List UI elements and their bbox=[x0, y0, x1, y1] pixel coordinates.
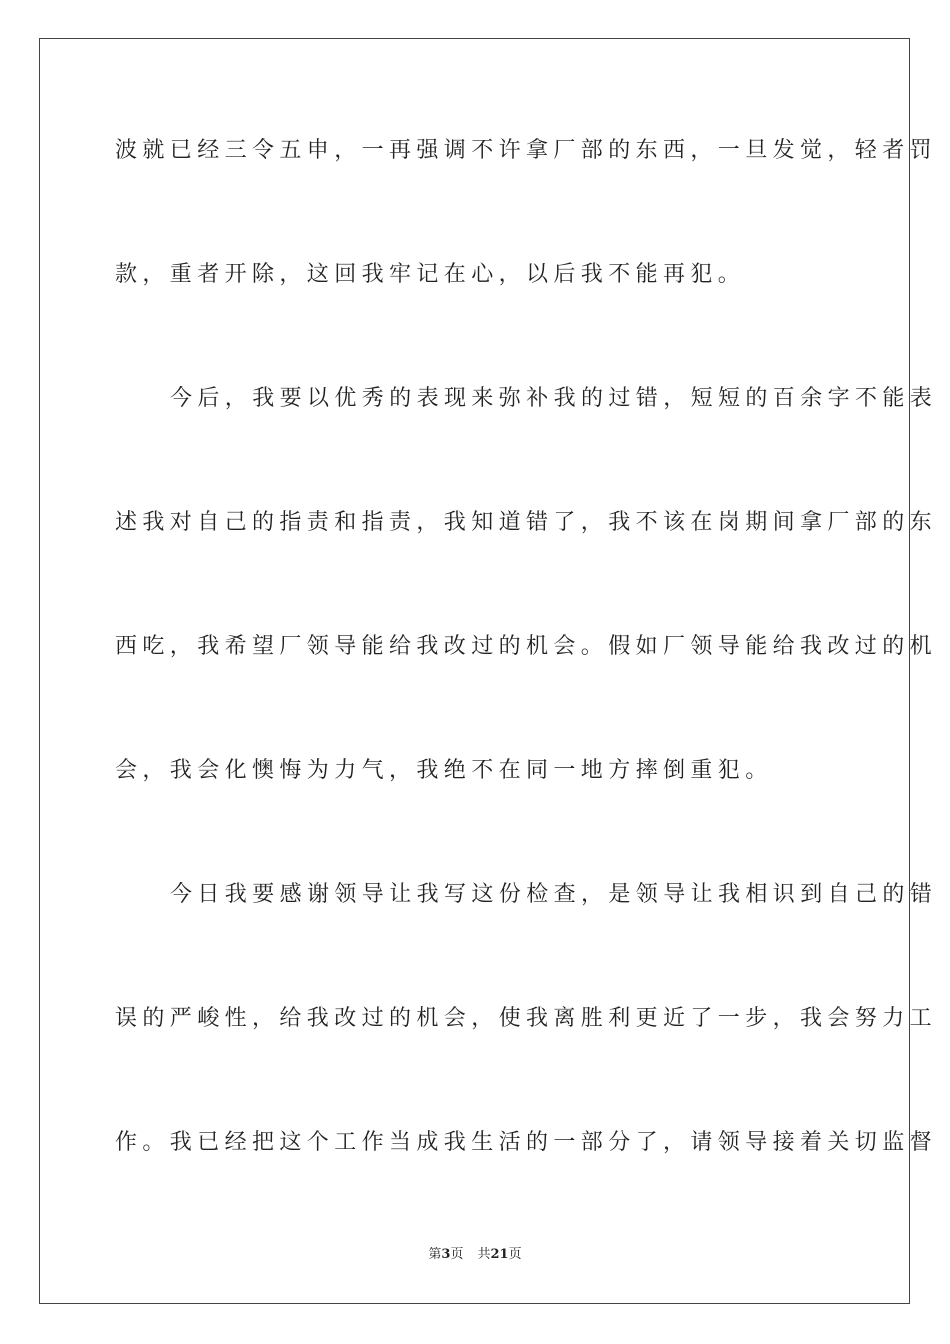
text-line-4: 述我对自己的指责和指责，我知道错了，我不该在岗期间拿厂部的东 bbox=[115, 510, 938, 535]
text-line-6: 会，我会化懊悔为力气，我绝不在同一地方摔倒重犯。 bbox=[115, 758, 773, 783]
total-prefix: 共 bbox=[477, 1247, 491, 1262]
text-line-5: 西吃，我希望厂领导能给我改过的机会。假如厂领导能给我改过的机 bbox=[115, 634, 938, 659]
text-line-9: 作。我已经把这个工作当成我生活的一部分了，请领导接着关切监督 bbox=[115, 1130, 938, 1155]
page-prefix: 第 bbox=[428, 1247, 442, 1262]
page-number: 3 bbox=[441, 1247, 451, 1262]
text-line-8: 误的严峻性，给我改过的机会，使我离胜利更近了一步，我会努力工 bbox=[115, 1006, 938, 1031]
text-line-2: 款，重者开除，这回我牢记在心，以后我不能再犯。 bbox=[115, 262, 746, 287]
page-footer bbox=[0, 1246, 950, 1264]
text-line-1: 波就已经三令五申，一再强调不许拿厂部的东西，一旦发觉，轻者罚 bbox=[115, 138, 938, 163]
text-line-3: 今后，我要以优秀的表现来弥补我的过错，短短的百余字不能表 bbox=[170, 386, 938, 411]
total-pages: 21 bbox=[490, 1247, 509, 1262]
page-border bbox=[39, 38, 938, 1304]
page-suffix: 页 bbox=[450, 1247, 464, 1262]
total-suffix: 页 bbox=[508, 1247, 522, 1262]
text-line-7: 今日我要感谢领导让我写这份检查，是领导让我相识到自己的错 bbox=[170, 882, 938, 907]
